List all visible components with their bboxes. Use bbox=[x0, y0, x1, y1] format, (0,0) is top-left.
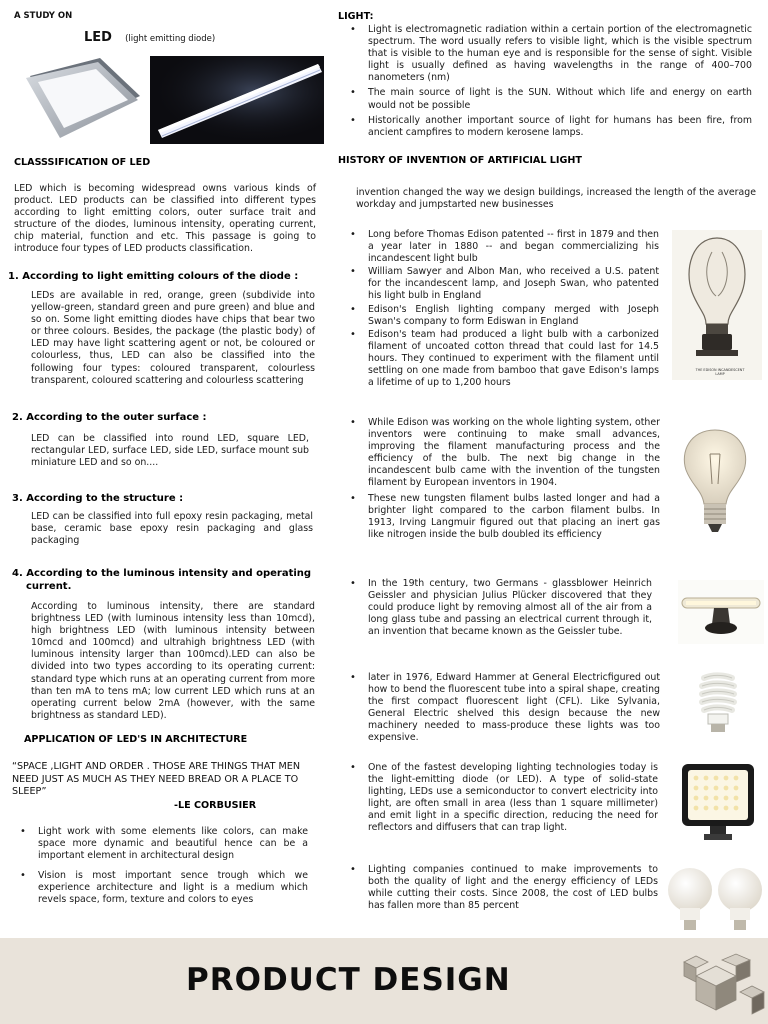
section-3-title: 3. According to the structure : bbox=[12, 493, 184, 504]
square-led-panel-image bbox=[8, 56, 144, 144]
list-item: • William Sawyer and Albon Man, who received a U.S. patent for the incandescent lamp, and Joseph Swan, who patented his light bulb in England bbox=[346, 266, 659, 302]
classification-title: CLASSSIFICATION OF LED bbox=[14, 157, 151, 168]
edison-caption: THE EDISON INCANDESCENT LAMP bbox=[695, 368, 745, 376]
list-item: • Long before Thomas Edison patented -- first in 1879 and then a year later in 1880 -- and began commercializing his incandescent light bulb bbox=[346, 229, 659, 265]
geissler-tube-image bbox=[678, 580, 764, 644]
study-label: A STUDY ON bbox=[14, 11, 73, 21]
list-item: • Light is electromagnetic radiation within a certain portion of the electromagnetic spectrum. The word usually refers to visible light, which is the visible spectrum that is visible to the human eye and is responsible for the sense of sight. Visible light is usually defined as having wavelengths in the range of 400–700 nanometers (nm) bbox=[346, 24, 752, 84]
section-2-title: 2. According to the outer surface : bbox=[12, 412, 207, 423]
led-panel-image bbox=[678, 760, 758, 844]
led-subtitle: (light emitting diode) bbox=[125, 34, 216, 44]
cfl-bulb-image bbox=[688, 670, 748, 736]
history-group-3 bbox=[346, 578, 652, 641]
list-item: • Light work with some elements like colors, can make space more dynamic and beautiful hence can be a important element in architectural design bbox=[16, 826, 308, 862]
section-2-body: LED can be classified into round LED, square LED, rectangular LED, surface LED, side LED, surface mount sub miniature LED and so on.... bbox=[31, 433, 309, 469]
list-item: • These new tungsten filament bulbs lasted longer and had a brighter light compared to the carbon filament bulbs. In 1913, Irving Langmuir figured out that placing an inert gas like nitrogen inside the bulb doubled its efficiency bbox=[346, 493, 660, 541]
led-title: LED bbox=[84, 30, 112, 45]
section-1-body: LEDs are available in red, orange, green (subdivide into yellow-green, standard green and pure green) and blue and so on. Some light emitting diodes have chips that bear two or three colours. Besides, the package (the plastic body) of LED may have light scattering agent or not, be coloured or colourless, thus, LED can also be classified into the following four types: coloured transparent, colourless transparent, coloured scattering and colourless scattering bbox=[31, 290, 315, 386]
section-1-title: 1. According to light emitting colours of the diode : bbox=[8, 271, 299, 282]
section-3-body: LED can be classified into full epoxy resin packaging, metal base, ceramic base epoxy resin packaging and glass packaging bbox=[31, 511, 313, 547]
section-4-title-line1: 4. According to the luminous intensity and operating bbox=[12, 568, 312, 579]
list-item: • The main source of light is the SUN. Without which life and energy on earth would not be possible bbox=[346, 87, 752, 111]
list-item: • Edison's English lighting company merged with Joseph Swan's company to form Ediswan in England bbox=[346, 304, 659, 328]
section-4-body: According to luminous intensity, there are standard brightness LED (with luminous intensity less than 10mcd), high brightness LED (with luminous intensity between 10mcd and 100mcd) and ultrahigh brightness LED (with luminous intensity larger than 100mcd).LED can also be divided into two types according to its operating current: standard type which runs at an operating current from more than ten mA to tens mA; low current LED which runs at an operating current below 2mA (however, with the same brightness as standard LED). bbox=[31, 601, 315, 721]
list-item: • later in 1976, Edward Hammer at General Electricfigured out how to bend the fluorescent tube into a spiral shape, creating the first compact fluorescent light (CFL). Like Sylvania, General Electric shelved this design because the new machinery needed to mass-produce these lights was too expensive. bbox=[346, 672, 660, 745]
led-bulbs-image bbox=[662, 864, 766, 938]
cube-graphic-icon bbox=[676, 946, 766, 1024]
application-bullets bbox=[16, 826, 308, 910]
history-group-1 bbox=[346, 229, 659, 392]
history-group-5 bbox=[346, 762, 658, 838]
light-title: LIGHT: bbox=[338, 11, 374, 22]
list-item: • Edison's team had produced a light bulb with a carbonized filament of uncoated cotton thread that could last for 14.5 hours. They continued to experiment with the filament until settling on one made from bamboo that gave Edison's lamps a lifetime of up to 1,200 hours bbox=[346, 329, 659, 389]
list-item: • In the 19th century, two Germans - glassblower Heinrich Geissler and physician Julius Plücker discovered that they could produce light by removing almost all of the air from a long glass tube and passing an electrical current through it, an invention that became known as the Geissler tube. bbox=[346, 578, 652, 638]
section-4-title bbox=[12, 568, 314, 592]
led-heading bbox=[84, 26, 215, 45]
history-title: HISTORY OF INVENTION OF ARTIFICIAL LIGHT bbox=[338, 155, 582, 166]
led-tube-image bbox=[150, 56, 324, 144]
history-group-2 bbox=[346, 417, 660, 544]
history-group-4 bbox=[346, 672, 660, 748]
section-4-title-line2: current. bbox=[26, 581, 72, 592]
list-item: • Lighting companies continued to make improvements to both the quality of light and the energy efficiency of LEDs while cutting their costs. Since 2008, the cost of LED bulbs has fallen more than 85 percent bbox=[346, 864, 658, 912]
list-item: • One of the fastest developing lighting technologies today is the light-emitting diode (or LED). A type of solid-state lighting, LEDs use a semiconductor to convert electricity into light, are often small in area (less than 1 square millimeter) and emit light in a specific direction, reducing the need for reflectors and diffusers that can trap light. bbox=[346, 762, 658, 835]
product-design-title: PRODUCT DESIGN bbox=[186, 962, 511, 998]
quote-author: -LE CORBUSIER bbox=[174, 800, 257, 811]
edison-bulb-image bbox=[672, 230, 762, 380]
tungsten-bulb-image bbox=[672, 424, 758, 540]
list-item: • While Edison was working on the whole lighting system, other inventors were continuing to make small advances, improving the filament manufacturing process and the efficiency of the bulb. The next big change in the incandescent bulb came with the invention of the tungsten filament by European inventors in 1904. bbox=[346, 417, 660, 490]
classification-intro: LED which is becoming widespread owns various kinds of product. LED products can be classified into different types according to light emitting colors, outer surface trait and structure of the diodes, luminous intensity, operating current, chip material, function and etc. This passage is going to introduce four types of LED products classification. bbox=[14, 183, 316, 255]
history-group-6 bbox=[346, 864, 658, 915]
application-title: APPLICATION OF LED'S IN ARCHITECTURE bbox=[24, 734, 248, 745]
list-item: • Vision is most important sence trough which we experience architecture and light is a medium which revels space, form, texture and colors to eyes bbox=[16, 870, 308, 906]
history-intro: invention changed the way we design buildings, increased the length of the average workday and jumpstarted new businesses bbox=[356, 187, 756, 211]
le-corbusier-quote: “SPACE ,LIGHT AND ORDER . THOSE ARE THINGS THAT MEN NEED JUST AS MUCH AS THEY NEED BREAD OR A PLACE TO SLEEP” bbox=[12, 761, 301, 797]
light-bullets bbox=[346, 24, 752, 142]
list-item: • Historically another important source of light for humans has been fire, from ancient campfires to modern kerosene lamps. bbox=[346, 115, 752, 139]
